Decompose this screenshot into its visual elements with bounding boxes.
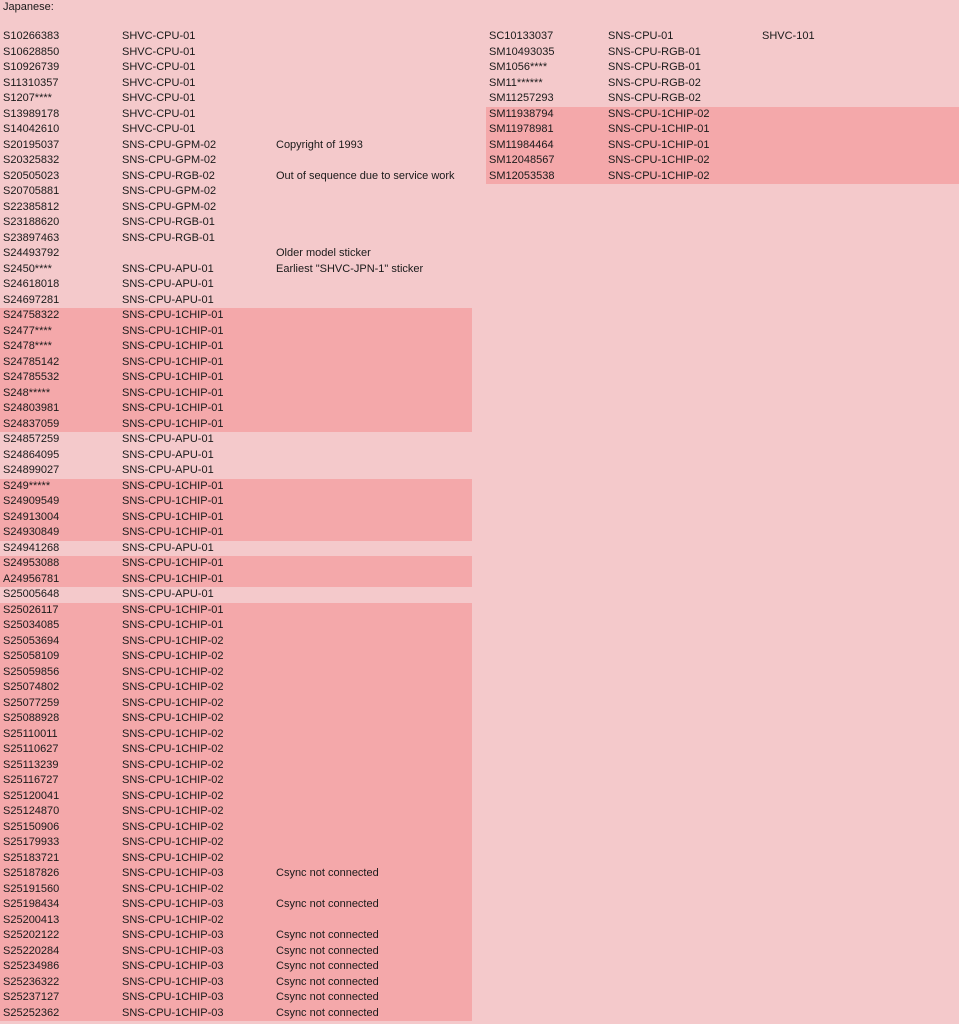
board-revision-cell: SNS-CPU-1CHIP-02 [122, 696, 224, 709]
table-row [0, 215, 472, 231]
table-row [0, 959, 472, 975]
table-row [0, 370, 472, 386]
table-row [486, 153, 959, 169]
board-revision-cell: SNS-CPU-APU-01 [122, 262, 214, 275]
note-cell: Csync not connected [276, 991, 379, 1003]
board-revision-cell: SHVC-CPU-01 [122, 61, 196, 73]
board-revision-cell: SHVC-CPU-01 [122, 76, 196, 89]
table-row [0, 773, 472, 789]
serial-number-cell: S25110011 [3, 727, 58, 740]
table-row [0, 696, 472, 712]
board-revision-cell: SNS-CPU-1CHIP-02 [122, 820, 224, 833]
serial-number-cell: SM1056**** [489, 61, 548, 73]
serial-number-cell: SM11938794 [489, 107, 554, 120]
serial-number-cell: S25237127 [3, 991, 60, 1003]
table-row [0, 277, 472, 293]
board-revision-cell: SNS-CPU-1CHIP-03 [122, 991, 224, 1003]
table-row [0, 603, 472, 619]
serial-number-cell: S24758322 [3, 309, 60, 321]
board-revision-cell: SNS-CPU-01 [608, 30, 674, 42]
serial-number-cell: S24941268 [3, 541, 60, 554]
table-row [0, 541, 472, 557]
serial-number-cell: S25183721 [3, 851, 60, 864]
table-row [0, 742, 472, 758]
serial-number-cell: S25179933 [3, 836, 60, 848]
serial-number-cell: SM11257293 [489, 92, 554, 104]
board-revision-cell: SNS-CPU-1CHIP-02 [122, 650, 224, 662]
table-row [0, 355, 472, 371]
table-row [0, 882, 472, 898]
serial-number-cell: S25202122 [3, 929, 60, 941]
board-revision-cell: SNS-CPU-APU-01 [122, 464, 214, 476]
board-revision-cell: SNS-CPU-APU-01 [122, 588, 214, 600]
table-row [0, 758, 472, 774]
table-row [0, 153, 472, 169]
board-revision-cell: SNS-CPU-1CHIP-02 [122, 851, 224, 864]
table-row [486, 169, 959, 185]
board-revision-cell: SNS-CPU-1CHIP-01 [122, 309, 224, 321]
serial-number-cell: S25116727 [3, 774, 59, 786]
serial-number-cell: S24618018 [3, 278, 60, 290]
table-row [0, 339, 472, 355]
board-revision-cell: SNS-CPU-1CHIP-01 [122, 324, 224, 337]
board-revision-cell: SNS-CPU-GPM-02 [122, 200, 217, 213]
board-revision-cell: SNS-CPU-1CHIP-02 [608, 107, 710, 120]
board-revision-cell: SNS-CPU-1CHIP-01 [122, 619, 224, 631]
serial-number-cell: S249***** [3, 479, 51, 492]
board-revision-cell: SNS-CPU-1CHIP-01 [122, 495, 224, 507]
table-row [0, 231, 472, 247]
table-row [0, 618, 472, 634]
board-revision-cell: SNS-CPU-1CHIP-03 [122, 867, 224, 879]
serial-number-cell: S25234986 [3, 960, 60, 972]
serial-number-cell: SM11****** [489, 76, 543, 89]
table-row [0, 448, 472, 464]
board-revision-cell: SNS-CPU-1CHIP-02 [608, 154, 710, 166]
serial-number-cell: S24899027 [3, 464, 60, 476]
table-row [0, 122, 472, 138]
table-row [486, 107, 959, 123]
page-title: Japanese: [3, 1, 54, 13]
board-revision-cell: SNS-CPU-1CHIP-03 [122, 960, 224, 972]
board-revision-cell: SNS-CPU-1CHIP-03 [122, 929, 224, 941]
board-revision-cell: SNS-CPU-1CHIP-02 [608, 169, 710, 182]
table-row [0, 138, 472, 154]
board-revision-cell: SNS-CPU-RGB-02 [608, 92, 701, 104]
board-revision-cell: SNS-CPU-1CHIP-01 [122, 355, 224, 368]
serial-number-cell: S20325832 [3, 154, 60, 166]
serial-number-cell: S10266383 [3, 30, 60, 42]
board-revision-cell: SNS-CPU-1CHIP-01 [122, 557, 224, 569]
table-row [0, 479, 472, 495]
serial-number-cell: S24909549 [3, 495, 60, 507]
note-cell: Csync not connected [276, 929, 379, 941]
serial-number-cell: S23897463 [3, 231, 60, 244]
board-revision-cell: SNS-CPU-1CHIP-02 [122, 665, 224, 678]
table-row [0, 587, 472, 603]
board-revision-cell: SNS-CPU-APU-01 [122, 278, 214, 290]
table-row [0, 866, 472, 882]
table-row [0, 851, 472, 867]
serial-number-cell: S2478**** [3, 340, 52, 352]
note-cell: Earliest "SHVC-JPN-1" sticker [276, 262, 424, 275]
serial-number-cell: S24785142 [3, 355, 60, 368]
serial-number-cell: SC10133037 [489, 30, 554, 42]
table-row [0, 293, 472, 309]
serial-number-cell: S25059856 [3, 665, 60, 678]
table-row [0, 990, 472, 1006]
table-row [0, 634, 472, 650]
serial-number-cell: S23188620 [3, 216, 60, 228]
board-revision-cell: SNS-CPU-RGB-01 [608, 61, 701, 73]
board-revision-cell: SNS-CPU-1CHIP-02 [122, 882, 224, 895]
board-revision-cell: SNS-CPU-1CHIP-01 [608, 123, 710, 135]
table-row [0, 200, 472, 216]
board-revision-cell: SNS-CPU-1CHIP-01 [122, 340, 224, 352]
board-revision-cell: SHVC-CPU-01 [122, 45, 196, 58]
table-row [0, 665, 472, 681]
table-row [0, 572, 472, 588]
board-revision-cell: SNS-CPU-1CHIP-03 [122, 975, 224, 988]
serial-number-cell: S25252362 [3, 1006, 60, 1019]
serial-number-cell: S10628850 [3, 45, 60, 58]
table-row [0, 417, 472, 433]
serial-number-cell: S25077259 [3, 696, 60, 709]
serial-number-cell: S20705881 [3, 185, 60, 197]
table-row [0, 1006, 472, 1022]
table-row [0, 246, 472, 262]
table-row [0, 324, 472, 340]
board-revision-cell: SNS-CPU-1CHIP-01 [122, 402, 224, 414]
serial-number-cell: S25088928 [3, 712, 60, 724]
note-cell: Csync not connected [276, 898, 379, 910]
table-row [0, 835, 472, 851]
board-revision-cell: SNS-CPU-APU-01 [122, 541, 214, 554]
table-row [0, 649, 472, 665]
left-serial-list [0, 29, 472, 1021]
serial-number-cell: S24913004 [3, 510, 60, 523]
table-row [0, 820, 472, 836]
note-cell: Csync not connected [276, 944, 379, 957]
table-row [0, 107, 472, 123]
serial-number-cell: SM11978981 [489, 123, 554, 135]
board-revision-cell: SNS-CPU-1CHIP-01 [122, 371, 224, 383]
serial-number-cell: S11310357 [3, 76, 59, 89]
serial-number-cell: S25200413 [3, 913, 60, 926]
serial-number-cell: S24864095 [3, 448, 60, 461]
note-cell: Csync not connected [276, 960, 379, 972]
table-row [0, 386, 472, 402]
serial-number-cell: S24930849 [3, 526, 60, 538]
board-revision-cell: SNS-CPU-APU-01 [122, 293, 214, 306]
note-cell: SHVC-101 [762, 30, 815, 42]
serial-number-cell: S1207**** [3, 92, 52, 104]
note-cell: Out of sequence due to service work [276, 169, 455, 182]
board-revision-cell: SNS-CPU-1CHIP-02 [122, 774, 224, 786]
board-revision-cell: SNS-CPU-APU-01 [122, 448, 214, 461]
board-revision-cell: SNS-CPU-GPM-02 [122, 185, 217, 197]
serial-number-cell: SM12048567 [489, 154, 555, 166]
board-revision-cell: SNS-CPU-GPM-02 [122, 154, 217, 166]
board-revision-cell: SNS-CPU-RGB-01 [122, 216, 215, 228]
table-row [0, 928, 472, 944]
serial-number-cell: S25124870 [3, 805, 60, 817]
serial-number-cell: S25110627 [3, 743, 59, 755]
board-revision-cell: SNS-CPU-1CHIP-02 [122, 913, 224, 926]
board-revision-cell: SNS-CPU-1CHIP-02 [122, 712, 224, 724]
table-row [0, 711, 472, 727]
table-row [0, 556, 472, 572]
table-row [486, 45, 959, 61]
table-row [486, 122, 959, 138]
table-row [486, 91, 959, 107]
serial-number-cell: S25187826 [3, 867, 60, 879]
board-revision-cell: SHVC-CPU-01 [122, 123, 196, 135]
table-row [0, 975, 472, 991]
table-row [0, 897, 472, 913]
note-cell: Csync not connected [276, 975, 379, 988]
table-row [0, 680, 472, 696]
table-row [0, 60, 472, 76]
board-revision-cell: SNS-CPU-1CHIP-02 [122, 681, 224, 693]
board-revision-cell: SNS-CPU-1CHIP-01 [122, 510, 224, 523]
serial-number-cell: S24857259 [3, 433, 60, 445]
board-revision-cell: SNS-CPU-1CHIP-01 [122, 479, 224, 492]
serial-number-cell: S25005648 [3, 588, 60, 600]
serial-number-cell: SM10493035 [489, 45, 555, 58]
serial-number-cell: S20505023 [3, 169, 60, 182]
note-cell: Older model sticker [276, 247, 371, 259]
board-revision-cell: SNS-CPU-1CHIP-02 [122, 758, 224, 771]
table-row [0, 727, 472, 743]
table-row [0, 913, 472, 929]
board-revision-cell: SNS-CPU-1CHIP-02 [122, 743, 224, 755]
table-row [486, 138, 959, 154]
serial-number-cell: S2477**** [3, 324, 52, 337]
serial-number-cell: S25198434 [3, 898, 60, 910]
serial-number-cell: SM12053538 [489, 169, 555, 182]
serial-number-cell: S25150906 [3, 820, 60, 833]
serial-number-cell: S24785532 [3, 371, 60, 383]
table-row [0, 494, 472, 510]
table-row [0, 463, 472, 479]
table-row [0, 804, 472, 820]
table-row [0, 401, 472, 417]
serial-number-cell: S24697281 [3, 293, 60, 306]
board-revision-cell: SNS-CPU-APU-01 [122, 433, 214, 445]
serial-number-cell: S24493792 [3, 247, 60, 259]
serial-number-cell: S25053694 [3, 634, 60, 647]
board-revision-cell: SNS-CPU-1CHIP-01 [608, 138, 710, 151]
board-revision-cell: SHVC-CPU-01 [122, 107, 196, 120]
board-revision-cell: SNS-CPU-RGB-01 [122, 231, 215, 244]
table-row [0, 45, 472, 61]
board-revision-cell: SNS-CPU-1CHIP-02 [122, 634, 224, 647]
board-revision-cell: SNS-CPU-1CHIP-03 [122, 898, 224, 910]
board-revision-cell: SNS-CPU-1CHIP-01 [122, 386, 224, 399]
serial-number-cell: S25113239 [3, 758, 59, 771]
serial-number-cell: S25034085 [3, 619, 60, 631]
serial-number-cell: S25220284 [3, 944, 60, 957]
serial-number-cell: S25074802 [3, 681, 60, 693]
table-row [486, 76, 959, 92]
board-revision-cell: SNS-CPU-1CHIP-01 [122, 572, 224, 585]
serial-number-cell: S24837059 [3, 417, 60, 430]
serial-number-cell: S13989178 [3, 107, 60, 120]
serial-number-cell: S24953088 [3, 557, 60, 569]
serial-number-cell: S14042610 [3, 123, 60, 135]
table-row [0, 789, 472, 805]
table-row [486, 29, 959, 45]
table-row [0, 91, 472, 107]
board-revision-cell: SHVC-CPU-01 [122, 30, 196, 42]
serial-number-cell: S10926739 [3, 61, 60, 73]
board-revision-cell: SNS-CPU-1CHIP-01 [122, 603, 224, 616]
board-revision-cell: SNS-CPU-1CHIP-03 [122, 944, 224, 957]
table-row [486, 60, 959, 76]
board-revision-cell: SHVC-CPU-01 [122, 92, 196, 104]
serial-number-cell: SM11984464 [489, 138, 554, 151]
board-revision-cell: SNS-CPU-GPM-02 [122, 138, 217, 151]
serial-number-cell: S25058109 [3, 650, 60, 662]
serial-number-cell: S22385812 [3, 200, 60, 213]
serial-number-cell: S20195037 [3, 138, 60, 151]
board-revision-cell: SNS-CPU-1CHIP-03 [122, 1006, 224, 1019]
table-row [0, 308, 472, 324]
board-revision-cell: SNS-CPU-1CHIP-02 [122, 727, 224, 740]
serial-number-cell: S2450**** [3, 262, 52, 275]
table-row [0, 184, 472, 200]
serial-number-cell: S25026117 [3, 603, 59, 616]
board-revision-cell: SNS-CPU-1CHIP-02 [122, 836, 224, 848]
table-row [0, 525, 472, 541]
serial-number-cell: S25120041 [3, 789, 60, 802]
board-revision-cell: SNS-CPU-1CHIP-01 [122, 417, 224, 430]
serial-number-cell: S25236322 [3, 975, 60, 988]
note-cell: Csync not connected [276, 867, 379, 879]
serial-number-cell: A24956781 [3, 572, 60, 585]
serial-number-cell: S248***** [3, 386, 51, 399]
board-revision-cell: SNS-CPU-1CHIP-01 [122, 526, 224, 538]
table-row [0, 169, 472, 185]
table-row [0, 510, 472, 526]
table-row [0, 262, 472, 278]
table-row [0, 29, 472, 45]
serial-number-cell: S24803981 [3, 402, 60, 414]
board-revision-cell: SNS-CPU-RGB-01 [608, 45, 701, 58]
board-revision-cell: SNS-CPU-RGB-02 [122, 169, 215, 182]
board-revision-cell: SNS-CPU-RGB-02 [608, 76, 701, 89]
table-row [0, 76, 472, 92]
board-revision-cell: SNS-CPU-1CHIP-02 [122, 805, 224, 817]
note-cell: Csync not connected [276, 1006, 379, 1019]
serial-number-cell: S25191560 [3, 882, 60, 895]
board-revision-cell: SNS-CPU-1CHIP-02 [122, 789, 224, 802]
right-serial-list [486, 29, 959, 184]
table-row [0, 944, 472, 960]
note-cell: Copyright of 1993 [276, 138, 363, 151]
table-row [0, 432, 472, 448]
